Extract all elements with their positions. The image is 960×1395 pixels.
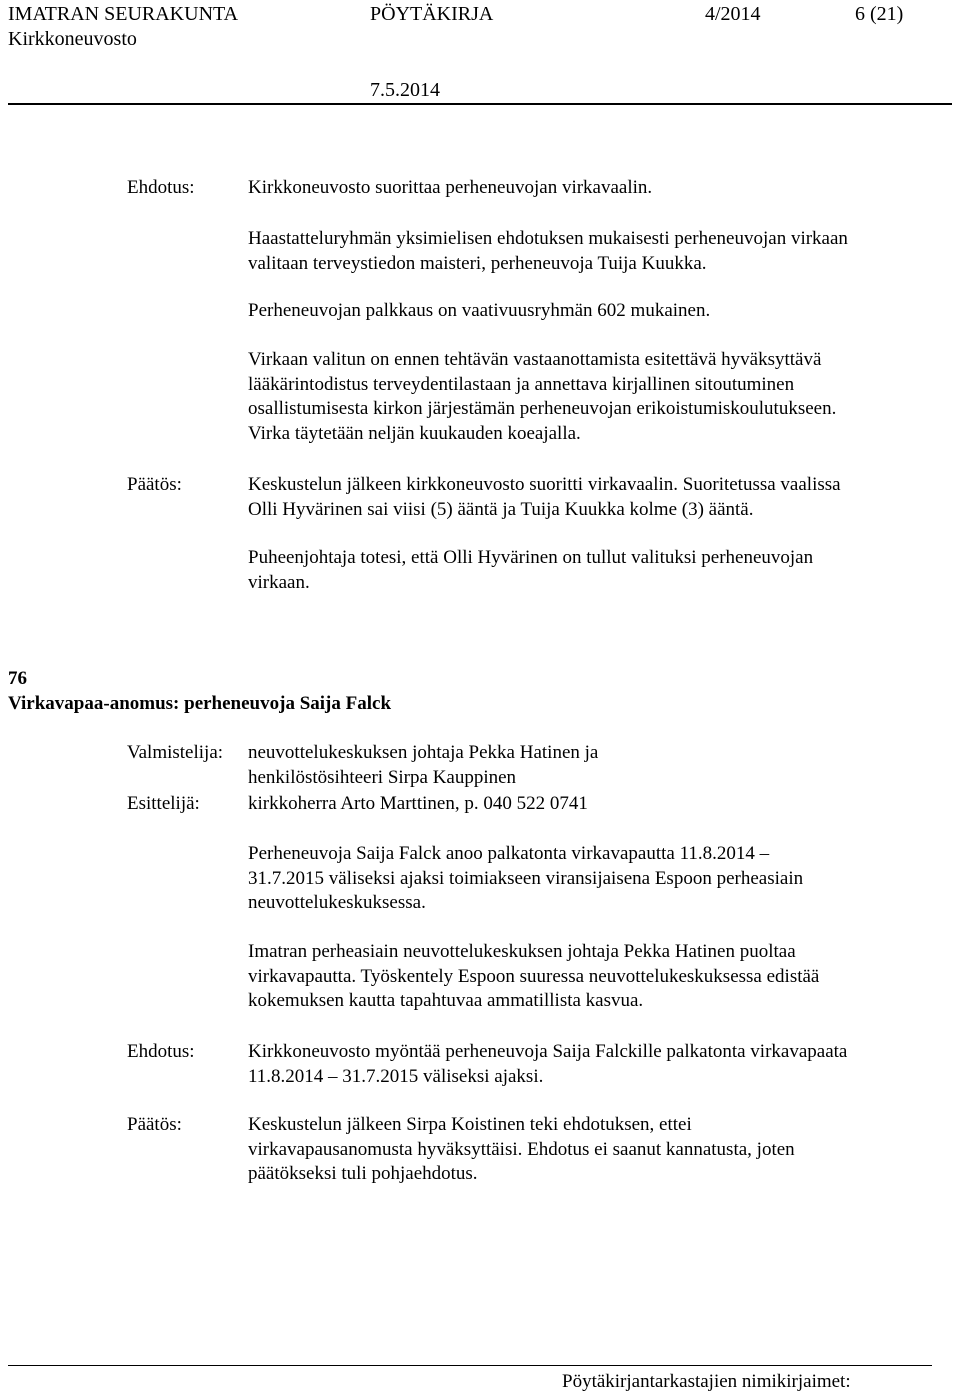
decision-label: Päätös: [127, 1114, 182, 1135]
section-number: 76 [8, 668, 27, 689]
text-line: Virkaan valitun on ennen tehtävän vastaanottamista esitettävä hyväksyttävä [248, 349, 822, 370]
text-line: kokemuksen kautta tapahtuvaa ammatillista kasvua. [248, 990, 644, 1011]
text-line: Imatran perheasiain neuvottelukeskuksen johtaja Pekka Hatinen puoltaa [248, 941, 796, 962]
paragraph [248, 842, 960, 916]
proposal-text [248, 176, 960, 201]
text-line: Kirkkoneuvosto suorittaa perheneuvojan virkavaalin. [248, 177, 653, 198]
page-number: 6 (21) [855, 3, 904, 25]
text-line: Keskustelun jälkeen Sirpa Koistinen teki ehdotuksen, ettei [248, 1114, 692, 1135]
text-line: virkavapautta. Työskentely Espoon suuressa neuvottelukeskuksessa edistää [248, 965, 820, 987]
presenter-value: kirkkoherra Arto Marttinen, p. 040 522 0741 [248, 793, 588, 814]
text-line: valitaan terveystiedon maisteri, perheneuvoja Tuija Kuukka. [248, 252, 707, 274]
text-line: päätökseksi tuli pohjaehdotus. [248, 1163, 478, 1184]
signature-line [8, 1365, 932, 1366]
meeting-body: Kirkkoneuvosto [8, 28, 137, 50]
proposal-label: Ehdotus: [127, 1041, 195, 1062]
header-rule [8, 103, 952, 105]
paragraph [248, 227, 960, 276]
text-line: Virka täytetään neljän kuukauden koeajalla. [248, 422, 581, 444]
preparer-label: Valmistelija: [127, 742, 224, 763]
decision-text [248, 1113, 960, 1187]
preparer-value [248, 741, 960, 790]
doc-type: PÖYTÄKIRJA [370, 3, 494, 25]
paragraph [248, 348, 960, 446]
text-line: virkavapausanomusta hyväksyttäisi. Ehdotus ei saanut kannatusta, joten [248, 1138, 795, 1160]
proposal-text [248, 1040, 960, 1089]
text-line: neuvottelukeskuksessa. [248, 892, 426, 913]
meeting-date: 7.5.2014 [370, 79, 440, 101]
decision-label: Päätös: [127, 474, 182, 495]
text-line: 31.7.2015 väliseksi ajaksi toimiakseen viransijaisena Espoon perheasiain [248, 867, 804, 889]
text-line: osallistumisesta kirkon järjestämän perheneuvojan erikoistumiskoulutukseen. [248, 398, 837, 419]
text-line: Haastatteluryhmän yksimielisen ehdotuksen mukaisesti perheneuvojan virkaan [248, 228, 848, 249]
text-line: Perheneuvoja Saija Falck anoo palkatonta virkavapautta 11.8.2014 – [248, 843, 770, 864]
text-line: Kirkkoneuvosto myöntää perheneuvoja Saija Falckille palkatonta virkavapaata [248, 1041, 848, 1062]
signatures-label: Pöytäkirjantarkastajien nimikirjaimet: [562, 1371, 851, 1392]
text-line: Keskustelun jälkeen kirkkoneuvosto suoritti virkavaalin. Suoritetussa vaalissa [248, 474, 841, 495]
text-line: neuvottelukeskuksen johtaja Pekka Hatinen ja [248, 742, 599, 763]
presenter-label: Esittelijä: [127, 793, 200, 814]
text-line: henkilöstösihteeri Sirpa Kauppinen [248, 766, 517, 788]
text-line: 11.8.2014 – 31.7.2015 väliseksi ajaksi. [248, 1065, 544, 1087]
text-line: Puheenjohtaja totesi, että Olli Hyvärinen on tullut valituksi perheneuvojan [248, 547, 814, 568]
proposal-label: Ehdotus: [127, 177, 195, 198]
doc-number: 4/2014 [705, 3, 761, 25]
text-line: virkaan. [248, 571, 310, 593]
paragraph [248, 546, 960, 595]
org-name: IMATRAN SEURAKUNTA [8, 3, 239, 25]
text-line: Perheneuvojan palkkaus on vaativuusryhmän 602 mukainen. [248, 300, 711, 321]
paragraph [248, 940, 960, 1014]
decision-text [248, 473, 960, 522]
text-line: Olli Hyvärinen sai viisi (5) ääntä ja Tuija Kuukka kolme (3) ääntä. [248, 498, 754, 520]
text-line: lääkärintodistus terveydentilastaan ja annettava kirjallinen sitoutuminen [248, 373, 795, 395]
section-title: Virkavapaa-anomus: perheneuvoja Saija Falck [8, 693, 392, 714]
paragraph [248, 299, 960, 324]
